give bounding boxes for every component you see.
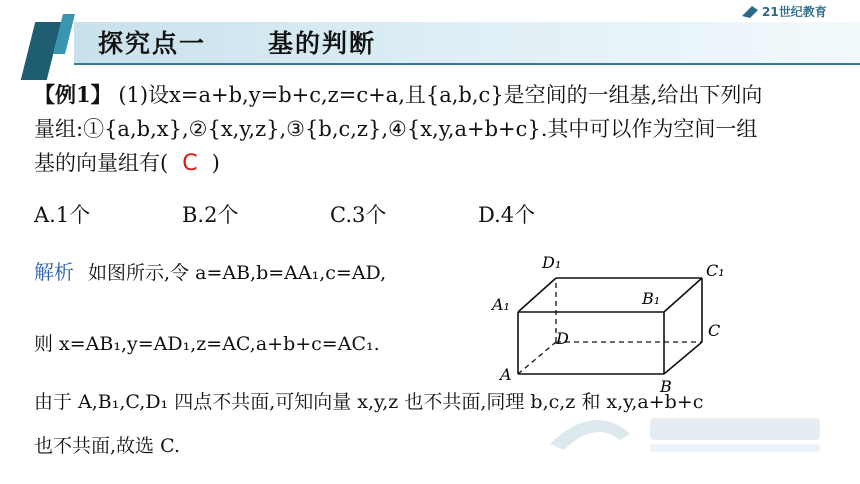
edge-a-d-hidden xyxy=(518,342,556,374)
question-stem-end: 基的向量组有( xyxy=(34,151,169,175)
example-label: 【例1】 xyxy=(34,82,112,107)
edge-b-c xyxy=(664,342,702,374)
label-c1: C₁ xyxy=(706,261,725,280)
label-c: C xyxy=(708,321,721,340)
solution-line-2: 则 x=AB₁,y=AD₁,z=AC,a+b+c=AC₁. xyxy=(34,333,380,355)
edge-b1-c1 xyxy=(664,278,702,312)
example-line-2: 量组:①{a,b,x},②{x,y,z},③{b,c,z},④{x,y,a+b+c}.其中可以作为空间一组 xyxy=(34,117,758,141)
answer-mark: C xyxy=(182,151,198,176)
label-a1: A₁ xyxy=(492,295,510,314)
example-line-1 xyxy=(34,78,762,112)
edge-a1-d1 xyxy=(518,278,556,312)
label-a: A xyxy=(500,365,512,384)
section-title: 探究点一 xyxy=(98,29,207,58)
option-a: A.1个 xyxy=(34,203,91,227)
brand-logo xyxy=(738,2,848,20)
solution-line-1 xyxy=(34,256,386,289)
slide-header xyxy=(0,0,860,80)
label-b: B xyxy=(660,377,672,394)
cuboid-figure xyxy=(488,246,738,394)
solution-label: 解析 xyxy=(34,260,74,284)
solution-text-1: 如图所示,令 a=AB,b=AA₁,c=AD, xyxy=(88,262,387,284)
watermark-logo xyxy=(540,404,840,462)
logo-text: 21世纪教育 xyxy=(762,5,827,19)
example-text-1: (1)设x=a+b,y=b+c,z=c+a,且{a,b,c}是空间的一组基,给出下列向 xyxy=(118,83,763,107)
label-d1: D₁ xyxy=(542,253,562,272)
options-row xyxy=(34,198,626,232)
topic-title: 基的判断 xyxy=(268,29,377,58)
example-line-3 xyxy=(34,146,220,181)
label-b1: B₁ xyxy=(642,289,661,308)
solution-line-4: 也不共面,故选 C. xyxy=(34,435,180,457)
option-d: D.4个 xyxy=(478,203,536,227)
option-c: C.3个 xyxy=(330,203,387,227)
option-b: B.2个 xyxy=(182,203,239,227)
question-paren-close: ) xyxy=(211,151,220,175)
label-d: D xyxy=(556,329,569,348)
header-underline xyxy=(74,63,860,65)
solution-line-3: 由于 A,B₁,C,D₁ 四点不共面,可知向量 x,y,z 也不共面,同理 b,c,z 和 x,y,a+b+c xyxy=(34,391,704,413)
